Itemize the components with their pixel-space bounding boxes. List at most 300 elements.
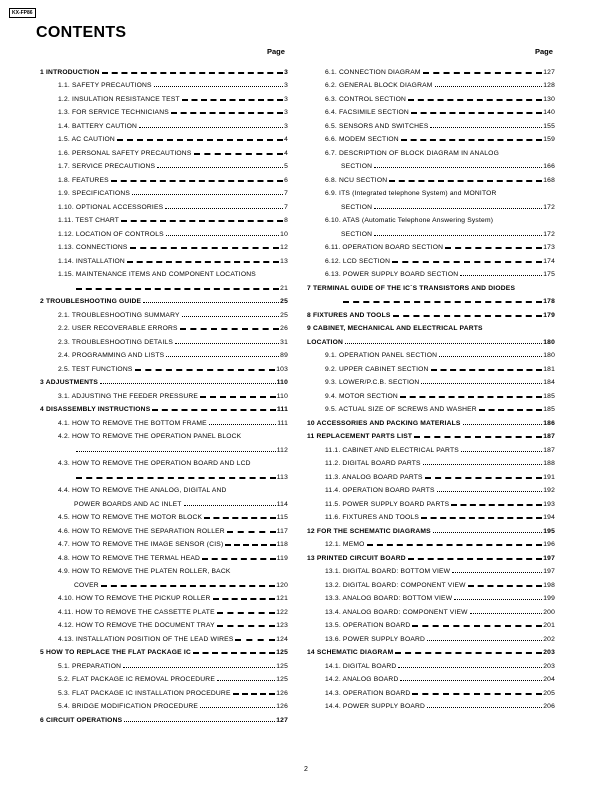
dot-leader [165,208,283,209]
toc-entry[interactable] [40,292,288,306]
dot-leader [200,707,275,708]
toc-entry-label: 11.5. POWER SUPPLY BOARD PARTS [325,500,450,508]
toc-entry-page: 206 [543,703,555,710]
toc-entry[interactable] [307,332,555,346]
toc-entry-page: 31 [280,338,288,346]
toc-entry-label: 4.7. HOW TO REMOVE THE IMAGE SENSOR (CIS) [58,541,224,548]
dot-leader [175,343,279,344]
toc-entry[interactable] [307,184,555,198]
toc-entry[interactable] [307,386,555,400]
toc-entry-label: 4.5. HOW TO REMOVE THE MOTOR BLOCK [58,514,203,521]
dot-leader [204,517,276,519]
dot-leader [123,667,275,668]
toc-entry-page: 117 [276,527,288,535]
toc-entry-page: 204 [543,676,555,683]
toc-entry-label: 6.1. CONNECTION DIAGRAM [325,68,421,76]
toc-entry[interactable] [40,224,288,238]
toc-entry[interactable] [307,440,555,454]
toc-entry-label: 12 FOR THE SCHEMATIC DIAGRAMS [307,527,431,535]
dot-leader [166,235,279,236]
toc-entry-page: 118 [276,541,288,548]
dot-leader [389,180,542,182]
toc-entry-label: 1.1. SAFETY PRECAUTIONS [58,82,152,89]
toc-entry-page: 196 [543,541,555,548]
dot-leader [124,721,275,722]
dot-leader [400,396,542,398]
dot-leader [180,328,279,330]
toc-entry[interactable] [307,467,555,481]
toc-entry[interactable] [307,683,555,697]
toc-entry-page: 188 [543,460,555,467]
toc-entry[interactable] [307,481,555,495]
toc-entry-label: 9 CABINET, MECHANICAL AND ELECTRICAL PARTS [307,325,483,332]
toc-entry[interactable] [307,643,555,657]
page-column-header-left: Page [267,47,285,56]
dot-leader [431,369,543,371]
toc-entry-label: 1.3. FOR SERVICE TECHNICIANS [58,109,169,116]
dot-leader [157,167,283,168]
dot-leader [182,316,279,317]
toc-entry[interactable] [40,319,288,333]
toc-entry[interactable] [307,197,555,211]
dot-leader [421,517,542,519]
toc-entry-label: 1.11. TEST CHART [58,217,120,224]
toc-entry-label: 4.8. HOW TO REMOVE THE TERMAL HEAD [58,554,201,562]
toc-entry-page: 175 [543,271,555,278]
toc-entry-label: 13.3. ANALOG BOARD: BOTTOM VIEW [325,595,453,602]
toc-entry[interactable] [40,184,288,198]
toc-entry[interactable] [40,305,288,319]
toc-entry[interactable] [307,157,555,171]
dot-leader [430,127,542,128]
toc-entry-page: 103 [276,365,288,373]
dot-leader [427,640,542,641]
toc-entry[interactable] [40,548,288,562]
toc-entry[interactable] [307,89,555,103]
toc-entry-page: 122 [276,608,288,616]
toc-entry-label: 7 TERMINAL GUIDE OF THE IC´S TRANSISTORS AND DIODES [307,284,516,292]
toc-entry-label: SECTION [341,230,373,238]
toc-entry-page: 187 [543,433,555,440]
toc-entry[interactable] [40,454,288,468]
toc-entry[interactable] [307,292,555,306]
toc-entry-label: COVER [74,581,99,589]
page-title: CONTENTS [36,24,127,41]
toc-entry-page: 168 [543,176,555,184]
toc-entry-label: 1.15. MAINTENANCE ITEMS AND COMPONENT LOCATIONS [58,271,256,278]
dot-leader [421,383,542,384]
toc-entry-page: 195 [543,527,555,535]
toc-entry-label: 4.11. HOW TO REMOVE THE CASSETTE PLATE [58,608,215,616]
toc-entry-label: 9.4. MOTOR SECTION [325,392,398,400]
dot-leader [76,451,276,452]
toc-entry[interactable] [40,103,288,117]
toc-entry-page: 121 [276,595,288,602]
dot-leader [154,86,283,87]
toc-entry-label: 1.8. FEATURES [58,176,109,184]
toc-entry-page: 180 [543,352,555,359]
dot-leader [412,693,542,695]
toc-entry-page: 6 [284,176,288,184]
toc-entry[interactable] [40,697,288,711]
toc-entry-label: 1.5. AC CAUTION [58,136,115,143]
toc-entry[interactable] [307,211,555,225]
toc-entry-page: 110 [276,379,288,386]
toc-entry-page: 3 [284,82,288,89]
toc-entry[interactable] [307,305,555,319]
toc-entry-page: 172 [543,230,555,238]
dot-leader [451,504,542,506]
dot-leader [171,112,283,114]
toc-entry-label: 4.1. HOW TO REMOVE THE BOTTOM FRAME [58,419,207,427]
toc-entry[interactable] [307,116,555,130]
dot-leader [100,383,276,384]
toc-entry-label: 11.2. DIGITAL BOARD PARTS [325,460,421,467]
toc-entry-page: 3 [284,68,288,76]
toc-entry[interactable] [40,562,288,576]
toc-entry-label: 11.6. FIXTURES AND TOOLS [325,514,419,521]
dot-leader [111,180,283,182]
dot-leader [102,72,283,74]
toc-entry[interactable] [40,359,288,373]
dot-leader [152,409,276,411]
toc-entry-label: 6.3. CONTROL SECTION [325,95,407,103]
toc-entry[interactable] [40,683,288,697]
toc-entry-label: 6.2. GENERAL BLOCK DIAGRAM [325,82,433,89]
toc-entry-page: 8 [284,217,288,224]
toc-entry-page: 25 [280,298,288,305]
toc-entry-label: 4.10. HOW TO REMOVE THE PICKUP ROLLER [58,595,211,602]
dot-leader [132,194,283,195]
toc-entry-page: 185 [543,392,555,400]
dot-leader [367,544,543,546]
toc-entry-page: 203 [543,649,555,656]
toc-entry-label: 5.4. BRIDGE MODIFICATION PROCEDURE [58,703,199,710]
toc-entry[interactable] [40,116,288,130]
dot-leader [374,167,542,168]
dot-leader [411,112,542,114]
dot-leader [193,652,275,654]
toc-entry[interactable] [40,440,288,454]
toc-entry-label: 6.8. NCU SECTION [325,176,388,184]
toc-entry-label: POWER BOARDS AND AC INLET [74,500,182,508]
toc-entry-label: 4.4. HOW TO REMOVE THE ANALOG, DIGITAL AND [58,487,227,494]
toc-entry-label: 6.4. FACSIMILE SECTION [325,109,409,116]
toc-entry-page: 159 [543,136,555,143]
toc-entry-label: 1.14. INSTALLATION [58,257,125,265]
toc-entry[interactable] [307,427,555,441]
toc-entry-label: 13.5. OPERATION BOARD [325,622,411,629]
toc-entry[interactable] [307,562,555,576]
toc-entry-label: 14.4. POWER SUPPLY BOARD [325,703,426,710]
toc-entry-page: 21 [280,284,288,292]
toc-entry[interactable] [307,278,555,292]
toc-entry-label: 12.1. MEMO [325,541,365,548]
toc-entry[interactable] [307,656,555,670]
toc-entry-label: 6.9. ITS (Integrated telephone System) and MONITOR [325,190,497,197]
toc-entry[interactable] [307,697,555,711]
dot-leader [76,477,276,479]
toc-entry[interactable] [307,130,555,144]
toc-entry[interactable] [307,76,555,90]
toc-entry-label: 2.5. TEST FUNCTIONS [58,365,133,373]
toc-entry-label: 13 PRINTED CIRCUIT BOARD [307,554,406,562]
toc-entry-page: 155 [543,122,555,130]
toc-entry[interactable] [307,575,555,589]
toc-entry-page: 186 [543,419,555,427]
toc-entry[interactable] [40,130,288,144]
toc-entry[interactable] [40,575,288,589]
toc-entry-page: 180 [543,338,555,346]
toc-entry-label: 11 REPLACEMENT PARTS LIST [307,433,413,440]
dot-leader [194,153,284,155]
toc-entry-label: 11.1. CABINET AND ELECTRICAL PARTS [325,446,459,454]
toc-entry[interactable] [40,278,288,292]
toc-entry-page: 205 [543,689,555,697]
toc-entry-page: 3 [284,109,288,116]
dot-leader [76,288,279,290]
toc-entry[interactable] [307,535,555,549]
toc-entry-label: 1.2. INSULATION RESISTANCE TEST [58,95,180,103]
dot-leader [479,409,542,411]
toc-entry-page: 197 [543,554,555,562]
toc-entry[interactable] [40,251,288,265]
toc-entry[interactable] [40,602,288,616]
toc-entry[interactable] [40,616,288,630]
toc-entry-page: 123 [276,622,288,629]
toc-entry-label: 2.1. TROUBLESHOOTING SUMMARY [58,311,180,319]
toc-entry[interactable] [40,400,288,414]
toc-entry-label: 2 TROUBLESHOOTING GUIDE [40,298,142,305]
toc-entry[interactable] [40,143,288,157]
toc-entry[interactable] [307,616,555,630]
dot-leader [200,396,276,398]
toc-entry[interactable] [40,427,288,441]
toc-entry-page: 181 [543,365,555,373]
toc-entry-page: 10 [280,230,288,238]
dot-leader [423,72,543,74]
toc-entry-label: 14.3. OPERATION BOARD [325,689,411,697]
toc-entry-label: 8 FIXTURES AND TOOLS [307,311,391,319]
toc-entry-label: 1.6. PERSONAL SAFETY PRECAUTIONS [58,149,192,157]
dot-leader [445,247,542,249]
toc-entry[interactable] [40,265,288,279]
dot-leader [461,451,542,452]
toc-entry-label: 6.12. LCD SECTION [325,257,391,265]
toc-entry[interactable] [40,238,288,252]
toc-entry-label: 5 HOW TO REPLACE THE FLAT PACKAGE IC [40,649,191,656]
toc-entry-page: 115 [276,514,288,521]
toc-entry[interactable] [40,521,288,535]
toc-entry-page: 89 [280,352,288,359]
dot-leader [209,424,276,425]
toc-entry[interactable] [40,656,288,670]
toc-entry[interactable] [40,710,288,724]
toc-entry[interactable] [307,319,555,333]
dot-leader [452,572,542,573]
toc-entry[interactable] [307,670,555,684]
toc-entry-page: 120 [276,581,288,589]
toc-entry-label: 1.10. OPTIONAL ACCESSORIES [58,203,164,211]
toc-entry-label: 13.6. POWER SUPPLY BOARD [325,635,426,643]
toc-entry[interactable] [307,548,555,562]
toc-entry[interactable] [307,413,555,427]
toc-entry-page: 178 [543,298,555,305]
page-column-header-right: Page [535,47,553,56]
toc-entry[interactable] [307,170,555,184]
toc-entry[interactable] [307,143,555,157]
toc-entry-label: 11.3. ANALOG BOARD PARTS [325,473,423,481]
toc-entry[interactable] [307,602,555,616]
dot-leader [235,639,275,641]
toc-entry[interactable] [40,211,288,225]
toc-entry-page: 3 [284,95,288,103]
toc-entry[interactable] [40,589,288,603]
toc-entry-page: 202 [543,635,555,643]
toc-entry[interactable] [40,386,288,400]
toc-entry[interactable] [40,629,288,643]
toc-entry-label: 6.10. ATAS (Automatic Telephone Answering System) [325,217,494,224]
dot-leader [408,558,542,560]
toc-entry-page: 173 [543,244,555,251]
toc-entry-label: 2.3. TROUBLESHOOTING DETAILS [58,338,173,346]
toc-entry[interactable] [40,346,288,360]
toc-entry-page: 4 [284,149,288,157]
toc-entry-label: 6.6. MODEM SECTION [325,136,399,143]
toc-entry[interactable] [40,157,288,171]
toc-entry[interactable] [40,643,288,657]
toc-entry-label: 9.3. LOWER/P.C.B. SECTION [325,379,420,386]
toc-entry-page: 191 [543,473,555,481]
dot-leader [182,99,283,101]
toc-entry[interactable] [307,224,555,238]
toc-entry-page: 125 [276,676,288,683]
dot-leader [433,532,542,533]
toc-entry-label: 6.5. SENSORS AND SWITCHES [325,122,429,130]
toc-entry[interactable] [40,467,288,481]
toc-entry-page: 126 [276,689,288,697]
toc-entry-page: 192 [543,487,555,494]
toc-entry-label: 2.4. PROGRAMMING AND LISTS [58,352,165,359]
toc-entry[interactable] [307,454,555,468]
toc-entry-label: 14.2. ANALOG BOARD [325,676,399,683]
dot-leader [435,86,543,87]
toc-entry-label: 5.2. FLAT PACKAGE IC REMOVAL PROCEDURE [58,676,215,683]
dot-leader [139,127,283,128]
toc-entry[interactable] [40,332,288,346]
toc-entry-label: 1.4. BATTERY CAUTION [58,122,138,130]
dot-leader [463,424,543,425]
toc-entry-page: 25 [280,311,288,319]
dot-leader [227,531,276,533]
toc-entry[interactable] [307,238,555,252]
toc-entry[interactable] [40,170,288,184]
toc-entry[interactable] [40,89,288,103]
dot-leader [143,302,279,303]
toc-entry[interactable] [40,535,288,549]
toc-entry[interactable] [40,62,288,76]
dot-leader [468,585,543,587]
toc-entry-label: 14.1. DIGITAL BOARD [325,662,397,670]
toc-entry-page: 119 [276,554,288,562]
dot-leader [233,693,276,695]
toc-entry-page: 112 [276,446,288,454]
dot-leader [225,544,275,546]
toc-entry-page: 124 [276,635,288,643]
toc-entry-label: 6.13. POWER SUPPLY BOARD SECTION [325,271,459,278]
toc-entry-page: 26 [280,325,288,332]
dot-leader [427,707,542,708]
toc-entry-label: 3 ADJUSTMENTS [40,379,99,386]
toc-entry[interactable] [40,494,288,508]
toc-entry-label: LOCATION [307,338,344,346]
toc-entry-page: 185 [543,406,555,413]
toc-entry[interactable] [307,400,555,414]
dot-leader [423,464,543,465]
toc-entry-page: 110 [276,392,288,400]
toc-entry-page: 113 [276,473,288,481]
toc-entry[interactable] [40,197,288,211]
toc-entry[interactable] [40,670,288,684]
toc-entry-page: 201 [543,622,555,629]
toc-entry[interactable] [40,76,288,90]
toc-entry-page: 198 [543,581,555,589]
dot-leader [425,477,543,479]
toc-entry[interactable] [40,413,288,427]
toc-entry-page: 197 [543,568,555,575]
toc-entry-page: 199 [543,595,555,602]
dot-leader [470,613,543,614]
model-tag: KX-FP86 [9,8,36,18]
toc-entry-page: 193 [543,500,555,508]
toc-entry[interactable] [307,251,555,265]
toc-entry[interactable] [307,373,555,387]
toc-entry[interactable] [40,508,288,522]
toc-entry-label: 13.1. DIGITAL BOARD: BOTTOM VIEW [325,568,451,575]
toc-entry[interactable] [307,103,555,117]
toc-entry[interactable] [307,508,555,522]
toc-entry-label: 2.2. USER RECOVERABLE ERRORS [58,325,178,332]
toc-entry[interactable] [307,521,555,535]
dot-leader [345,343,542,344]
toc-entry[interactable] [307,359,555,373]
dot-leader [217,625,275,627]
toc-entry[interactable] [307,265,555,279]
dot-leader [184,505,276,506]
toc-entry[interactable] [40,373,288,387]
toc-entry-page: 12 [280,244,288,251]
dot-leader [127,261,279,263]
toc-entry[interactable] [307,629,555,643]
toc-entry-label: SECTION [341,203,373,211]
dot-leader [392,261,542,263]
toc-entry[interactable] [307,589,555,603]
toc-entry-label: 9.5. ACTUAL SIZE OF SCREWS AND WASHER [325,406,477,413]
toc-entry[interactable] [307,346,555,360]
toc-entry-label: SECTION [341,163,373,170]
dot-leader [412,625,542,627]
toc-entry-label: 9.1. OPERATION PANEL SECTION [325,352,438,359]
toc-entry[interactable] [307,494,555,508]
toc-entry[interactable] [307,62,555,76]
toc-entry-label: 14 SCHEMATIC DIAGRAM [307,649,394,656]
dot-leader [408,99,542,101]
toc-entry-label: 4.6. HOW TO REMOVE THE SEPARATION ROLLER [58,527,225,535]
dot-leader [130,247,280,249]
toc-entry-page: 125 [276,649,288,656]
toc-entry[interactable] [40,481,288,495]
toc-entry-page: 203 [543,662,555,670]
